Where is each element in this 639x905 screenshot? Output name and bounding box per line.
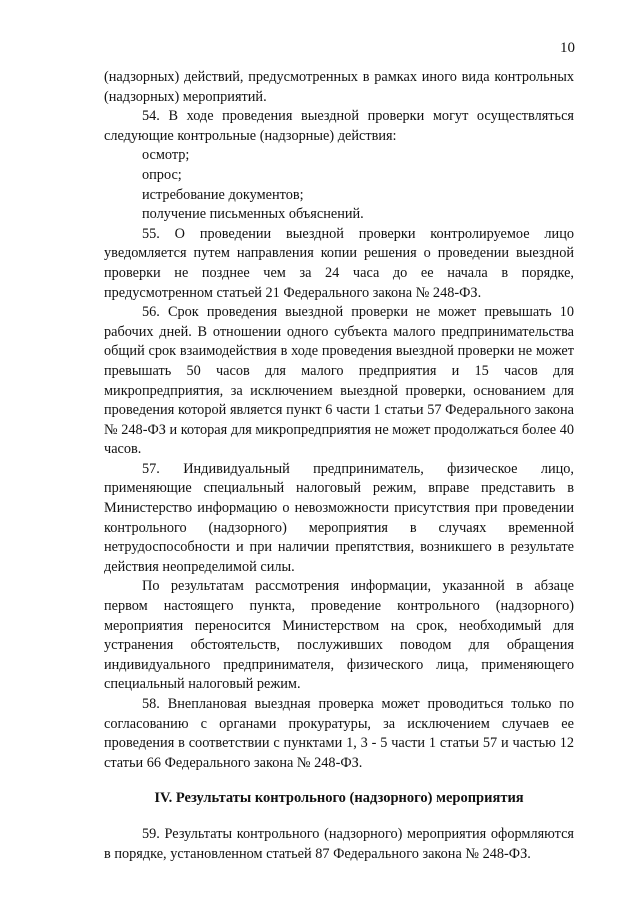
list-item: опрос; — [142, 166, 182, 183]
paragraph-56: 56. Срок проведения выездной проверки не может превышать 10 рабочих дней. В отношении одного субъекта малого предпринимательства общий срок взаимодействия в ходе проведения выездной проверки не может превышать 50 часов для малого предприятия и 15 часов для микропредприятия, за исключением выездной проверки, основанием для проведения которой является пункт 6 части 1 статьи 57 Федерального закона № 248-ФЗ и которая для микропредприятия не может продолжаться более 40 часов. — [104, 304, 574, 458]
list-item: осмотр; — [142, 147, 190, 164]
intro-paragraph: (надзорных) действий, предусмотренных в рамках иного вида контрольных (надзорных) мероприятий. — [104, 69, 574, 105]
list-item: получение письменных объяснений. — [142, 206, 364, 223]
paragraph-57: 57. Индивидуальный предприниматель, физическое лицо, применяющие специальный налоговый режим, вправе представить в Министерство информацию о невозможности присутствия при проведении контрольного (надзорного) мероприятия в случаях временной нетрудоспособности и при наличии препятствия, возникшего в результате действия неопределимой силы. — [104, 460, 574, 575]
section-heading: IV. Результаты контрольного (надзорного) мероприятия — [154, 790, 524, 807]
paragraph-59: 59. Результаты контрольного (надзорного) мероприятия оформляются в порядке, установленном статьей 87 Федерального закона № 248-ФЗ. — [104, 825, 574, 862]
paragraph-54: 54. В ходе проведения выездной проверки могут осуществляться следующие контрольные (надзорные) действия: — [104, 108, 574, 144]
list-item: истребование документов; — [142, 186, 304, 203]
paragraph-55: 55. О проведении выездной проверки контролируемое лицо уведомляется путем направления копии решения о проведении выездной проверки не позднее чем за 24 часа до ее начала в порядке, предусмотренном статьей 21 Федерального закона № 248-ФЗ. — [104, 225, 574, 301]
paragraph-58: 58. Внеплановая выездная проверка может проводиться только по согласованию с органами прокуратуры, за исключением случаев ее проведения в соответствии с пунктами 1, 3 - 5 части 1 статьи 57 и частью 12 статьи 66 Федерального закона № 248-ФЗ. — [104, 696, 574, 771]
page-number: 10 — [560, 40, 575, 56]
paragraph-57-continued: По результатам рассмотрения информации, указанной в абзаце первом настоящего пункта, проведение контрольного (надзорного) мероприятия переносится Министерством на срок, необходимый для устранения обстоятельств, послуживших поводом для обращения индивидуального предпринимателя, физического лица, применяющего специальный налоговый режим. — [104, 578, 574, 693]
document-body — [104, 68, 574, 864]
